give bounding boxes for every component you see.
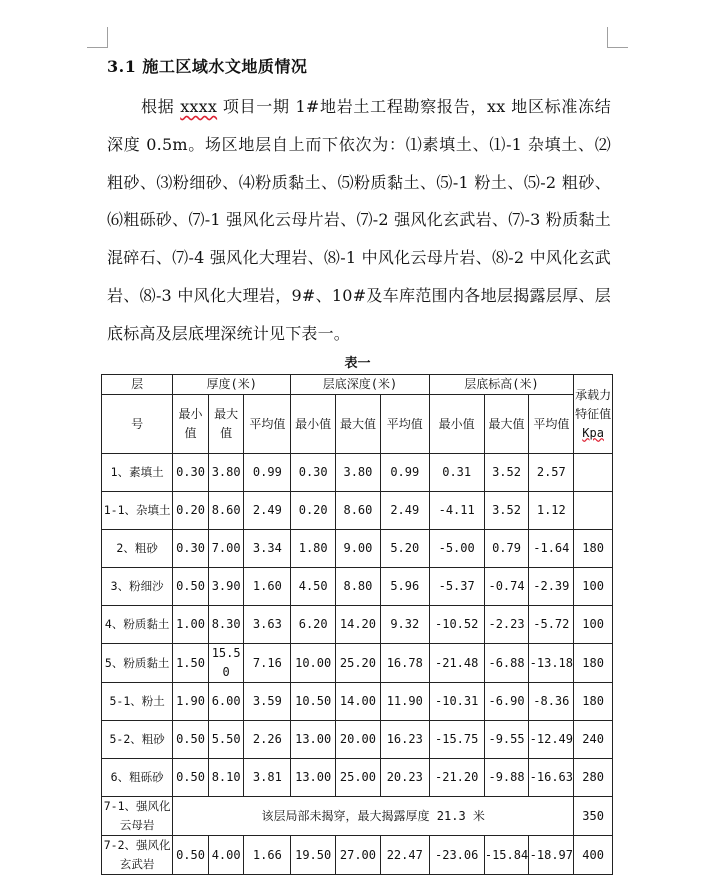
cell-thickness-max: 15.50 (208, 644, 244, 683)
section-heading: 3.1 施工区域水文地质情况 (107, 57, 308, 76)
table-row (102, 721, 613, 759)
cell-depth-max: 14.00 (336, 683, 381, 721)
sub-thickness-max: 最大值 (208, 395, 244, 454)
cell-elevation-avg: -13.18 (529, 644, 574, 683)
cell-elevation-max: -6.90 (484, 683, 529, 721)
cell-depth-min: 4.50 (291, 568, 336, 606)
table-subheader-row (102, 395, 613, 454)
sub-thickness-min: 最小值 (173, 395, 209, 454)
cell-thickness-avg: 2.49 (244, 492, 291, 530)
table-row-merged (102, 797, 613, 836)
body-paragraph (107, 88, 611, 353)
table-row (102, 492, 613, 530)
cell-bearing-value: 180 (574, 530, 613, 568)
table-row (102, 568, 613, 606)
cell-depth-max: 8.60 (336, 492, 381, 530)
cell-thickness-avg: 7.16 (244, 644, 291, 683)
cell-depth-min: 0.20 (291, 492, 336, 530)
cell-depth-avg: 2.49 (380, 492, 429, 530)
cell-elevation-min: -5.00 (429, 530, 484, 568)
cell-layer-name: 6、粗砾砂 (102, 759, 173, 797)
cell-elevation-min: 0.31 (429, 454, 484, 492)
cell-bearing-value: 240 (574, 721, 613, 759)
cell-thickness-max: 8.60 (208, 492, 244, 530)
header-layer: 层 (102, 375, 173, 395)
cell-elevation-avg: -5.72 (529, 606, 574, 644)
cell-elevation-min: -4.11 (429, 492, 484, 530)
cell-depth-max: 3.80 (336, 454, 381, 492)
cell-elevation-min: -21.48 (429, 644, 484, 683)
cell-bearing-value: 400 (574, 836, 613, 875)
cell-thickness-max: 3.90 (208, 568, 244, 606)
table-header-row (102, 375, 613, 395)
cell-layer-name: 5-1、粉土 (102, 683, 173, 721)
cell-thickness-max: 7.00 (208, 530, 244, 568)
cell-bearing-value (574, 492, 613, 530)
page-corner-mark-left (87, 27, 108, 48)
cell-merged-note: 该层局部未揭穿，最大揭露厚度 21.3 米 (173, 797, 574, 836)
paragraph-text-after: 项目一期 1#地岩土工程勘察报告，xx 地区标准冻结深度 0.5m。场区地层自上而下依次为：⑴素填土、⑴-1 杂填土、⑵粗砂、⑶粉细砂、⑷粉质黏土、⑸粉质黏土、⑸-1 粉土、⑸-2 粗砂、⑹粗砾砂、⑺-1 强风化云母片岩、⑺-2 强风化玄武岩、⑺-3 粉质黏土混碎石、⑺-4 强风化大理岩、⑻-1 中风化云母片岩、⑻-2 中风化玄武岩、⑻-3 中风化大理岩，9#、10#及车库范围内各地层揭露层厚、层底标高及层底埋深统计见下表一。 (107, 97, 611, 343)
cell-thickness-min: 0.50 (173, 721, 209, 759)
table-row (102, 836, 613, 875)
cell-depth-avg: 0.99 (380, 454, 429, 492)
cell-depth-max: 25.00 (336, 759, 381, 797)
cell-layer-name: 3、粉细沙 (102, 568, 173, 606)
cell-elevation-min: -10.31 (429, 683, 484, 721)
sub-depth-min: 最小值 (291, 395, 336, 454)
cell-thickness-max: 8.10 (208, 759, 244, 797)
cell-elevation-avg: -16.63 (529, 759, 574, 797)
header-elevation: 层底标高(米) (429, 375, 574, 395)
cell-depth-min: 10.00 (291, 644, 336, 683)
cell-thickness-min: 0.20 (173, 492, 209, 530)
cell-thickness-avg: 2.26 (244, 721, 291, 759)
cell-bearing-value: 100 (574, 606, 613, 644)
cell-layer-name: 5、粉质黏土 (102, 644, 173, 683)
cell-depth-min: 6.20 (291, 606, 336, 644)
cell-thickness-min: 0.50 (173, 836, 209, 875)
table-caption: 表一 (344, 356, 371, 371)
cell-thickness-min: 1.00 (173, 606, 209, 644)
cell-depth-avg: 16.78 (380, 644, 429, 683)
cell-thickness-avg: 3.63 (244, 606, 291, 644)
cell-depth-max: 27.00 (336, 836, 381, 875)
cell-depth-avg: 9.32 (380, 606, 429, 644)
cell-depth-min: 13.00 (291, 721, 336, 759)
table-row (102, 759, 613, 797)
header-bearing-label: 承载力特征值 (575, 387, 612, 421)
cell-depth-max: 9.00 (336, 530, 381, 568)
header-thickness: 厚度(米) (173, 375, 291, 395)
cell-elevation-avg: -8.36 (529, 683, 574, 721)
cell-bearing-value (574, 454, 613, 492)
cell-thickness-avg: 3.59 (244, 683, 291, 721)
header-bearing-unit: Kpa (582, 425, 604, 440)
cell-elevation-max: -2.23 (484, 606, 529, 644)
cell-thickness-avg: 3.81 (244, 759, 291, 797)
cell-thickness-min: 0.30 (173, 530, 209, 568)
cell-elevation-max: -0.74 (484, 568, 529, 606)
cell-layer-name: 7-2、强风化玄武岩 (102, 836, 173, 875)
paragraph-underlined-word: xxxx (180, 97, 218, 116)
cell-elevation-avg: -2.39 (529, 568, 574, 606)
cell-elevation-min: -21.20 (429, 759, 484, 797)
cell-elevation-avg: 2.57 (529, 454, 574, 492)
cell-depth-min: 1.80 (291, 530, 336, 568)
sub-elevation-max: 最大值 (484, 395, 529, 454)
table-row (102, 606, 613, 644)
paragraph-text-before: 根据 (141, 97, 181, 116)
cell-thickness-min: 0.30 (173, 454, 209, 492)
cell-depth-max: 25.20 (336, 644, 381, 683)
cell-elevation-max: -9.88 (484, 759, 529, 797)
cell-bearing-value: 100 (574, 568, 613, 606)
table-row (102, 683, 613, 721)
cell-elevation-max: -15.84 (484, 836, 529, 875)
cell-elevation-max: -6.88 (484, 644, 529, 683)
cell-bearing-value: 280 (574, 759, 613, 797)
cell-layer-name: 1、素填土 (102, 454, 173, 492)
cell-depth-avg: 16.23 (380, 721, 429, 759)
cell-thickness-max: 3.80 (208, 454, 244, 492)
cell-depth-min: 10.50 (291, 683, 336, 721)
cell-layer-name: 1-1、杂填土 (102, 492, 173, 530)
cell-bearing-value: 180 (574, 644, 613, 683)
cell-elevation-avg: -12.49 (529, 721, 574, 759)
cell-depth-avg: 11.90 (380, 683, 429, 721)
header-no: 号 (102, 395, 173, 454)
cell-thickness-avg: 1.66 (244, 836, 291, 875)
cell-depth-max: 14.20 (336, 606, 381, 644)
cell-depth-max: 20.00 (336, 721, 381, 759)
cell-depth-min: 19.50 (291, 836, 336, 875)
table-row (102, 454, 613, 492)
cell-thickness-min: 1.50 (173, 644, 209, 683)
cell-depth-avg: 20.23 (380, 759, 429, 797)
cell-depth-max: 8.80 (336, 568, 381, 606)
cell-elevation-max: 3.52 (484, 492, 529, 530)
cell-bearing-value: 180 (574, 683, 613, 721)
cell-elevation-min: -15.75 (429, 721, 484, 759)
cell-thickness-min: 0.50 (173, 759, 209, 797)
cell-thickness-avg: 3.34 (244, 530, 291, 568)
cell-elevation-max: 3.52 (484, 454, 529, 492)
cell-elevation-avg: -18.97 (529, 836, 574, 875)
cell-depth-avg: 5.96 (380, 568, 429, 606)
sub-elevation-avg: 平均值 (529, 395, 574, 454)
cell-elevation-avg: -1.64 (529, 530, 574, 568)
cell-layer-name: 4、粉质黏土 (102, 606, 173, 644)
header-depth: 层底深度(米) (291, 375, 429, 395)
sub-depth-max: 最大值 (336, 395, 381, 454)
cell-layer-name: 7-1、强风化云母岩 (102, 797, 173, 836)
cell-thickness-max: 8.30 (208, 606, 244, 644)
sub-elevation-min: 最小值 (429, 395, 484, 454)
cell-thickness-max: 4.00 (208, 836, 244, 875)
table-row (102, 530, 613, 568)
table-row (102, 644, 613, 683)
cell-layer-name: 2、粗砂 (102, 530, 173, 568)
page-corner-mark-right (607, 27, 628, 48)
cell-layer-name: 5-2、粗砂 (102, 721, 173, 759)
cell-depth-avg: 22.47 (380, 836, 429, 875)
cell-depth-avg: 5.20 (380, 530, 429, 568)
cell-elevation-min: -23.06 (429, 836, 484, 875)
cell-depth-min: 13.00 (291, 759, 336, 797)
cell-elevation-max: -9.55 (484, 721, 529, 759)
sub-depth-avg: 平均值 (380, 395, 429, 454)
cell-thickness-min: 0.50 (173, 568, 209, 606)
cell-elevation-min: -10.52 (429, 606, 484, 644)
cell-thickness-avg: 1.60 (244, 568, 291, 606)
cell-depth-min: 0.30 (291, 454, 336, 492)
cell-bearing-value: 350 (574, 797, 613, 836)
cell-thickness-max: 6.00 (208, 683, 244, 721)
cell-elevation-min: -5.37 (429, 568, 484, 606)
header-bearing (574, 375, 613, 454)
cell-thickness-max: 5.50 (208, 721, 244, 759)
sub-thickness-avg: 平均值 (244, 395, 291, 454)
cell-elevation-max: 0.79 (484, 530, 529, 568)
stratum-table (101, 374, 613, 875)
cell-elevation-avg: 1.12 (529, 492, 574, 530)
cell-thickness-min: 1.90 (173, 683, 209, 721)
cell-thickness-avg: 0.99 (244, 454, 291, 492)
